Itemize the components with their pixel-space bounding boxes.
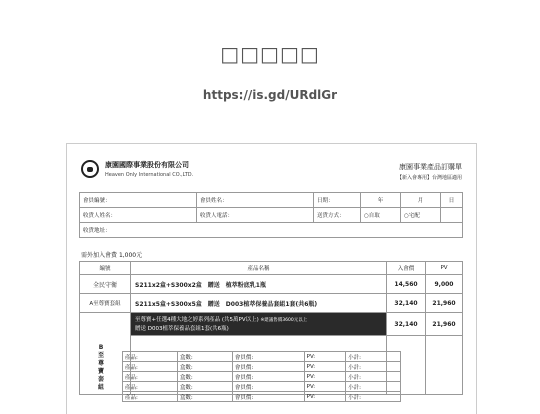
- selection-cell[interactable]: 產品:: [123, 392, 178, 402]
- selection-cell[interactable]: 小計:: [346, 392, 401, 402]
- selection-cell[interactable]: PV:: [304, 382, 345, 392]
- selection-row: [123, 362, 401, 372]
- company-name: 康園國際事業股份有限公司: [105, 161, 189, 169]
- table-header-row: [80, 262, 463, 275]
- fee-label: 需外加入會費: [81, 252, 118, 259]
- info-cell: 會員編號：: [80, 193, 197, 208]
- form-subtitle: 【新入會專用】台灣地區適用: [396, 175, 462, 181]
- selection-cell[interactable]: 小計:: [346, 382, 401, 392]
- table-row-b: [80, 313, 463, 336]
- plan-name: 全民守衛: [80, 275, 131, 294]
- b-pv: 21,960: [426, 313, 463, 336]
- selection-cell[interactable]: 會員價:: [232, 352, 304, 362]
- selection-cell[interactable]: PV:: [304, 362, 345, 372]
- b-selection-table: [122, 351, 401, 402]
- column-header: 入會價: [387, 262, 426, 275]
- info-cell: 月: [401, 193, 441, 208]
- b-note: ※建議售價3600元以上: [260, 317, 308, 323]
- info-cell: 收貨地址：: [80, 223, 463, 238]
- order-form-document: [66, 143, 477, 414]
- selection-cell[interactable]: PV:: [304, 352, 345, 362]
- selection-row: [123, 382, 401, 392]
- selection-cell[interactable]: 會員價:: [232, 362, 304, 372]
- selection-row: [123, 392, 401, 402]
- selection-cell[interactable]: 盒數:: [177, 352, 232, 362]
- info-cell: ○自取: [361, 208, 401, 223]
- selection-cell[interactable]: PV:: [304, 372, 345, 382]
- b-line1: 至尊寶+任選4種大地之婷系列產品 (共5萬PV以上): [135, 316, 259, 323]
- member-info-table: [79, 192, 463, 238]
- product-pv: 9,000: [426, 275, 463, 294]
- plan-name: A至尊寶套組: [80, 294, 131, 313]
- selection-cell[interactable]: 盒數:: [177, 392, 232, 402]
- selection-cell[interactable]: 盒數:: [177, 382, 232, 392]
- info-cell: 會員姓名：: [197, 193, 314, 208]
- info-cell: 日: [441, 193, 463, 208]
- product-price: 14,560: [387, 275, 426, 294]
- selection-cell[interactable]: 盒數:: [177, 362, 232, 372]
- page-title: □□□□□: [220, 42, 320, 66]
- selection-row: [123, 372, 401, 382]
- selection-cell[interactable]: 會員價:: [232, 392, 304, 402]
- selection-cell[interactable]: 盒數:: [177, 372, 232, 382]
- product-name: S211x5盒+S300x5盒 贈送 D003植萃保養品套組1套(共6瓶): [131, 294, 387, 313]
- info-cell: 日期：: [314, 193, 361, 208]
- product-pv: 21,960: [426, 294, 463, 313]
- form-title: 康園事業產品訂購單: [399, 163, 462, 171]
- selection-cell[interactable]: 小計:: [346, 352, 401, 362]
- info-cell: [441, 208, 463, 223]
- selection-cell[interactable]: 會員價:: [232, 382, 304, 392]
- column-header: PV: [426, 262, 463, 275]
- column-header: 產品名稱: [131, 262, 387, 275]
- selection-cell[interactable]: 會員價:: [232, 372, 304, 382]
- info-row: [80, 193, 463, 208]
- info-cell: 收貨人姓名：: [80, 208, 197, 223]
- fee-line: [81, 250, 142, 259]
- company-logo-icon: [81, 160, 99, 178]
- column-header: 編號: [80, 262, 131, 275]
- product-price: 32,140: [387, 294, 426, 313]
- table-row: [80, 275, 463, 294]
- b-detail-pv: [426, 336, 463, 395]
- info-row: [80, 223, 463, 238]
- info-row: [80, 208, 463, 223]
- b-price: 32,140: [387, 313, 426, 336]
- info-cell: 送貨方式：: [314, 208, 361, 223]
- company-name-en: Heaven Only International CO.,LTD.: [105, 172, 194, 178]
- fee-value: 1,000元: [118, 252, 143, 259]
- info-cell: ○宅配: [401, 208, 441, 223]
- b-line2: 贈送 D003植萃保養品套組1套(共6瓶): [135, 325, 229, 332]
- selection-cell[interactable]: 小計:: [346, 372, 401, 382]
- selection-cell[interactable]: 產品:: [123, 352, 178, 362]
- selection-cell[interactable]: PV:: [304, 392, 345, 402]
- selection-cell[interactable]: 小計:: [346, 362, 401, 372]
- b-description: [131, 313, 387, 336]
- product-name: S211x2盒+S300x2盒 贈送 植萃粉底乳1瓶: [131, 275, 387, 294]
- info-cell: 年: [361, 193, 401, 208]
- selection-row: [123, 352, 401, 362]
- table-row: [80, 294, 463, 313]
- selection-cell[interactable]: 產品:: [123, 372, 178, 382]
- info-cell: 收貨人電話：: [197, 208, 314, 223]
- selection-cell[interactable]: 產品:: [123, 362, 178, 372]
- source-url[interactable]: https://is.gd/URdlGr: [202, 88, 338, 102]
- selection-cell[interactable]: 產品:: [123, 382, 178, 392]
- plan-name-b: B至尊寶套組: [97, 344, 104, 391]
